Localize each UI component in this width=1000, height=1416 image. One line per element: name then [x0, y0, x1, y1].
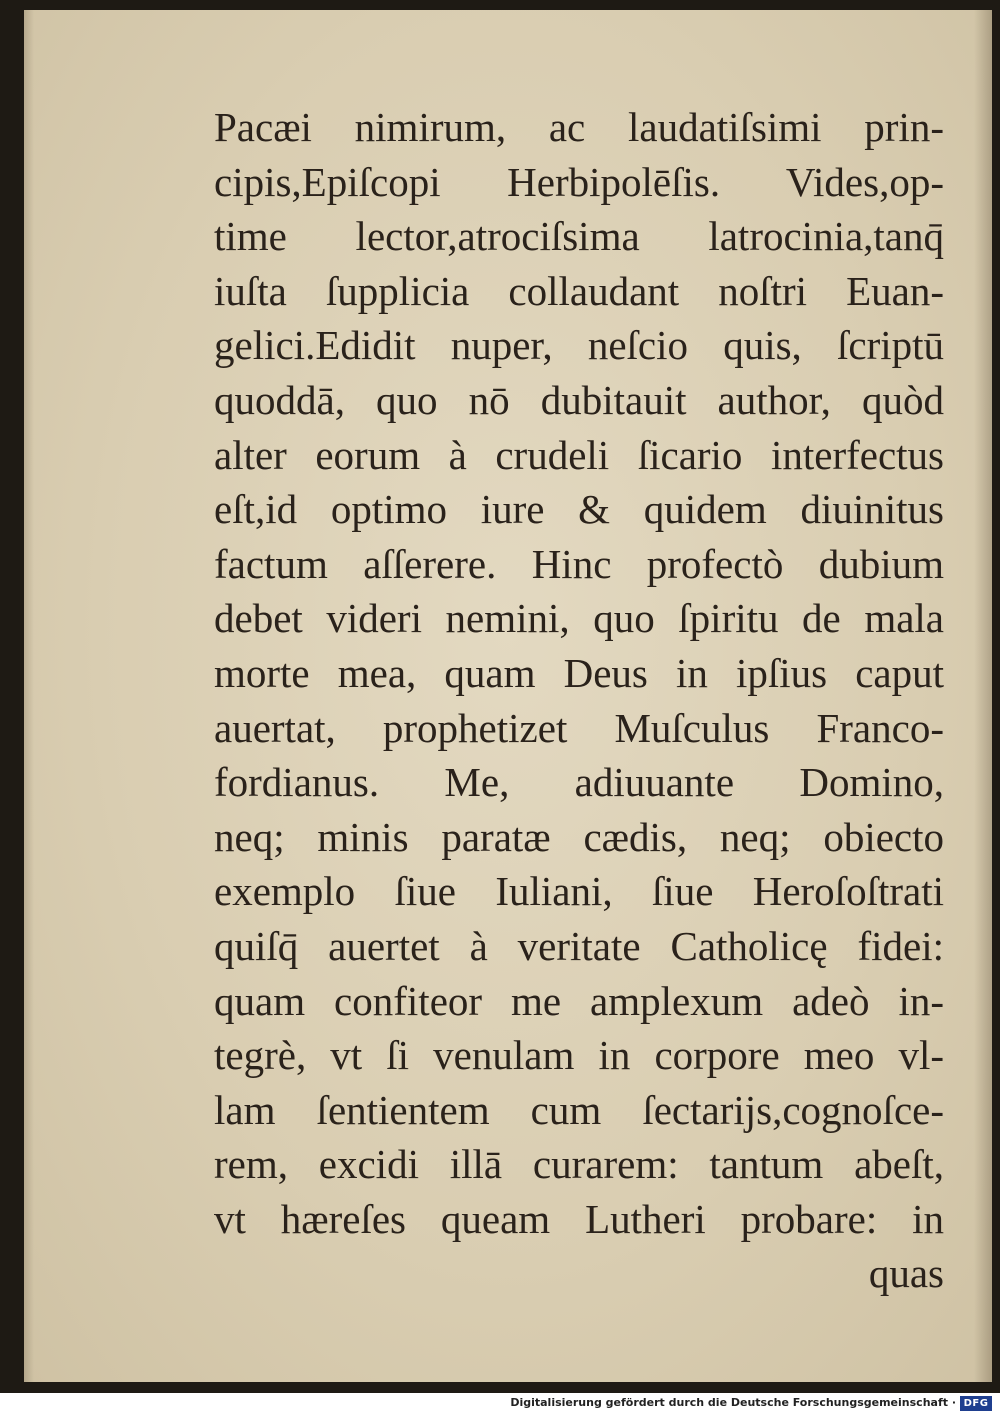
text-line: debet videri nemini, quo ſpiritu de mala: [214, 595, 944, 642]
text-line: fordianus. Me, adiuuante Domino,: [214, 759, 944, 806]
funding-credit: Digitalisierung gefördert durch die Deutsche Forschungsgemeinschaft ·: [510, 1396, 956, 1409]
text-line: eſt,id optimo iure & quidem diuinitus: [214, 486, 944, 533]
text-line: exemplo ſiue Iuliani, ſiue Heroſoſtrati: [214, 868, 944, 915]
text-line: neq; minis paratæ cædis, neq; obiecto: [214, 813, 944, 860]
text-line: time lector,atrociſsima latrocinia,tanq̄: [214, 213, 944, 260]
text-line: quam confiteor me amplexum adeò in-: [214, 977, 944, 1024]
text-line: alter eorum à crudeli ſicario interfectus: [214, 431, 944, 478]
text-line: gelici.Edidit nuper, neſcio quis, ſcriptū: [214, 322, 944, 369]
text-line: auertat, prophetizet Muſculus Franco-: [214, 704, 944, 751]
dfg-logo-icon: DFG: [960, 1396, 992, 1411]
text-line: quoddā, quo nō dubitauit author, quòd: [214, 376, 944, 423]
footer-bar: [0, 1393, 1000, 1416]
catchword: quas: [868, 1250, 944, 1297]
text-line: morte mea, quam Deus in ipſius caput: [214, 649, 944, 696]
text-line: lam ſentientem cum ſectarijs,cognoſce-: [214, 1086, 944, 1133]
text-line: vt hæreſes queam Lutheri probare: in: [214, 1195, 944, 1242]
text-line: rem, excidi illā curarem: tantum abeſt,: [214, 1141, 944, 1188]
page-text-block: [214, 100, 944, 1301]
text-line: Pacæi nimirum, ac laudatiſsimi prin-: [214, 104, 944, 150]
page-gutter-shadow: [24, 10, 34, 1382]
text-line: quiſq̄ auertet à veritate Catholicę fidei:: [214, 922, 944, 969]
book-page: [24, 10, 992, 1382]
text-line: iuſta ſupplicia collaudant noſtri Euan-: [214, 267, 944, 314]
text-line: cipis,Epiſcopi Herbipolēſis. Vides,op-: [214, 158, 944, 205]
text-line: factum aſſerere. Hinc profectò dubium: [214, 540, 944, 587]
text-line: tegrè, vt ſi venulam in corpore meo vl-: [214, 1032, 944, 1079]
page-edge-shadow: [974, 10, 992, 1382]
